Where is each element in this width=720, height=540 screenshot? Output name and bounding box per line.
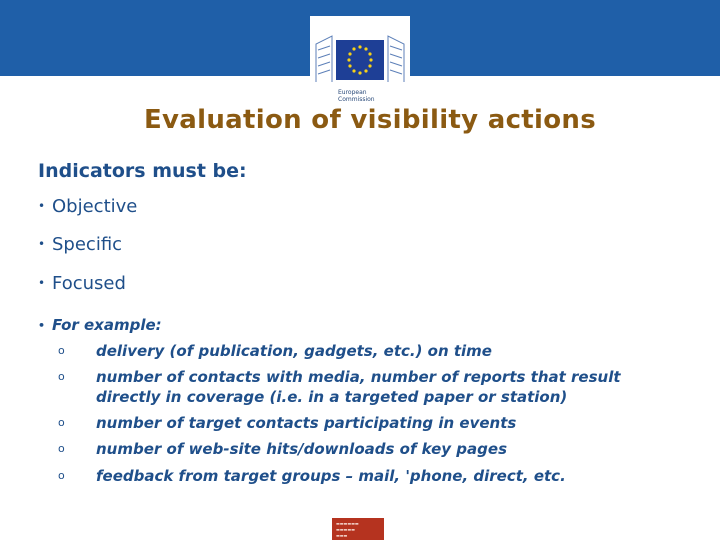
sub-bullet-item — [58, 367, 658, 407]
slide-subtitle: Indicators must be: — [38, 160, 247, 182]
footer-logo-line: ▬▬▬▬▬▬ — [336, 521, 359, 526]
logo-line-1: European — [338, 89, 367, 96]
footer-logo-line: ▬▬▬ — [336, 533, 348, 538]
sub-bullet-text: number of contacts with media, number of reports that result directly in coverage (i.e. in a targeted paper or station) — [96, 368, 621, 406]
bullet-text: Objective — [52, 196, 138, 217]
example-label: For example: — [52, 316, 162, 334]
sub-bullet-item — [58, 466, 658, 486]
sub-bullet-item — [58, 439, 658, 459]
sub-bullet-item — [58, 413, 658, 433]
bullet-item — [38, 196, 137, 217]
bullet-dot: • — [38, 319, 46, 332]
european-commission-logo — [310, 16, 410, 103]
sub-bullet-text: number of target contacts participating in events — [96, 414, 517, 432]
bullet-item — [38, 273, 126, 294]
sub-bullet-text: delivery (of publication, gadgets, etc.) on time — [96, 342, 492, 360]
bullet-dot: • — [38, 199, 46, 213]
slide-title: Evaluation of visibility actions — [144, 105, 596, 135]
sub-bullet-marker: o — [58, 416, 65, 429]
sub-bullet-marker: o — [58, 370, 65, 383]
logo-caption — [338, 89, 375, 103]
commission-building-icon — [310, 16, 410, 100]
bullet-text: Specific — [52, 234, 123, 255]
bullet-dot: • — [38, 276, 46, 290]
bullet-text: Focused — [52, 273, 126, 294]
sub-bullet-text: feedback from target groups – mail, 'phone, direct, etc. — [96, 467, 566, 485]
sub-bullet-marker: o — [58, 442, 65, 455]
footer-logo — [332, 518, 384, 540]
logo-line-2: Commission — [338, 96, 375, 103]
sub-bullet-marker: o — [58, 469, 65, 482]
bullet-dot: • — [38, 237, 46, 251]
example-heading — [38, 316, 162, 334]
footer-logo-line: ▬▬▬▬▬ — [336, 527, 355, 532]
sub-bullet-item — [58, 341, 658, 361]
sub-bullet-text: number of web-site hits/downloads of key pages — [96, 440, 507, 458]
sub-bullet-marker: o — [58, 344, 65, 357]
bullet-item — [38, 234, 122, 255]
